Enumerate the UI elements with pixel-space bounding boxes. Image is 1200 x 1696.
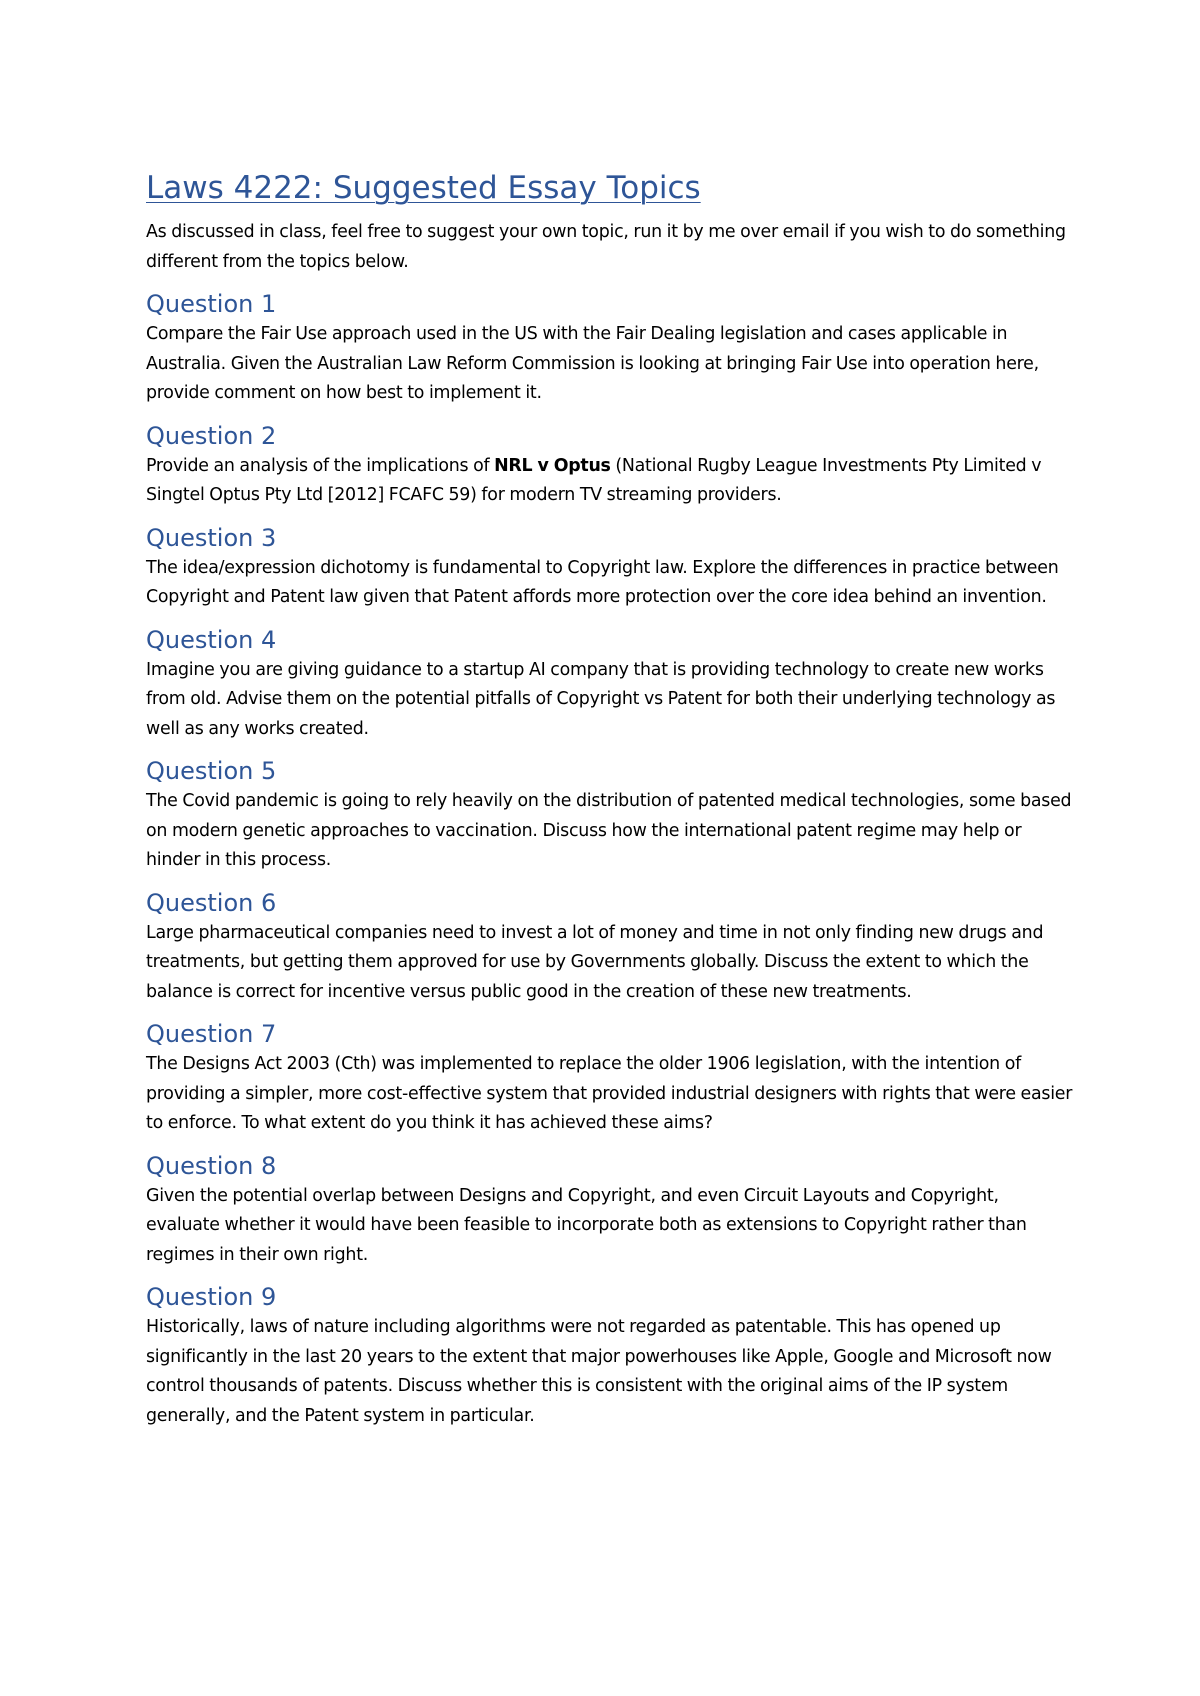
question-2-text-after: (National Rugby League Investments Pty Limited v Singtel Optus Pty Ltd [2012] FCAFC 59) for modern TV streaming providers. xyxy=(146,455,1042,505)
question-7-heading: Question 7 xyxy=(146,1020,277,1048)
question-9-block xyxy=(146,1282,1076,1431)
document-title: Laws 4222: Suggested Essay Topics xyxy=(146,170,701,206)
question-8-text: Given the potential overlap between Designs and Copyright, and even Circuit Layouts and Copyright, evaluate whether it would have been feasible to incorporate both as extensions to Copyright rather than regimes in their own right. xyxy=(146,1185,1027,1265)
question-5-heading: Question 5 xyxy=(146,757,277,785)
question-2-heading: Question 2 xyxy=(146,421,277,450)
question-2-case-name: NRL v Optus xyxy=(494,455,611,476)
question-5-block xyxy=(146,756,1076,876)
question-1-block xyxy=(146,289,1076,409)
question-4-block xyxy=(146,625,1076,745)
question-6-text: Large pharmaceutical companies need to invest a lot of money and time in not only finding new drugs and treatments, but getting them approved for use by Governments globally. Discuss the extent to which the balance is correct for incentive versus public good in the creation of these new treatments. xyxy=(146,922,1044,1002)
question-8-block xyxy=(146,1151,1076,1271)
question-8-heading: Question 8 xyxy=(146,1151,277,1180)
question-6-heading: Question 6 xyxy=(146,888,277,917)
question-3-block xyxy=(146,523,1076,613)
question-4-heading: Question 4 xyxy=(146,625,277,654)
question-1-text: Compare the Fair Use approach used in the US with the Fair Dealing legislation and cases applicable in Australia. Given the Australian Law Reform Commission is looking at bringing Fair Use into operation here, provide comment on how best to implement it. xyxy=(146,324,1039,403)
question-7-block xyxy=(146,1019,1076,1139)
question-1-heading: Question 1 xyxy=(146,290,277,318)
question-9-heading: Question 9 xyxy=(146,1283,277,1311)
question-2-text-before: Provide an analysis of the implications of xyxy=(146,455,495,476)
document-page xyxy=(146,168,1076,1443)
question-2-text xyxy=(146,452,1076,511)
question-5-text: The Covid pandemic is going to rely heavily on the distribution of patented medical technologies, some based on modern genetic approaches to vaccination. Discuss how the international patent regime may help or hinder in this process. xyxy=(146,791,1072,870)
question-2-block xyxy=(146,421,1076,511)
question-4-text: Imagine you are giving guidance to a startup AI company that is providing technology to create new works from old. Advise them on the potential pitfalls of Copyright vs Patent for both their underlying technology as well as any works created. xyxy=(146,659,1056,739)
question-3-heading: Question 3 xyxy=(146,523,277,552)
question-6-block xyxy=(146,888,1076,1008)
intro-paragraph: As discussed in class, feel free to suggest your own topic, run it by me over email if you wish to do something different from the topics below. xyxy=(146,222,1066,272)
question-7-text: The Designs Act 2003 (Cth) was implemented to replace the older 1906 legislation, with the intention of providing a simpler, more cost-effective system that provided industrial designers with rights that were easier to enforce. To what extent do you think it has achieved these aims? xyxy=(146,1054,1073,1133)
question-9-text: Historically, laws of nature including algorithms were not regarded as patentable. This has opened up significantly in the last 20 years to the extent that major powerhouses like Apple, Google and Microsoft now control thousands of patents. Discuss whether this is consistent with the original aims of the IP system generally, and the Patent system in particular. xyxy=(146,1317,1052,1426)
question-3-text: The idea/expression dichotomy is fundamental to Copyright law. Explore the differences in practice between Copyright and Patent law given that Patent affords more protection over the core idea behind an invention. xyxy=(146,557,1059,607)
